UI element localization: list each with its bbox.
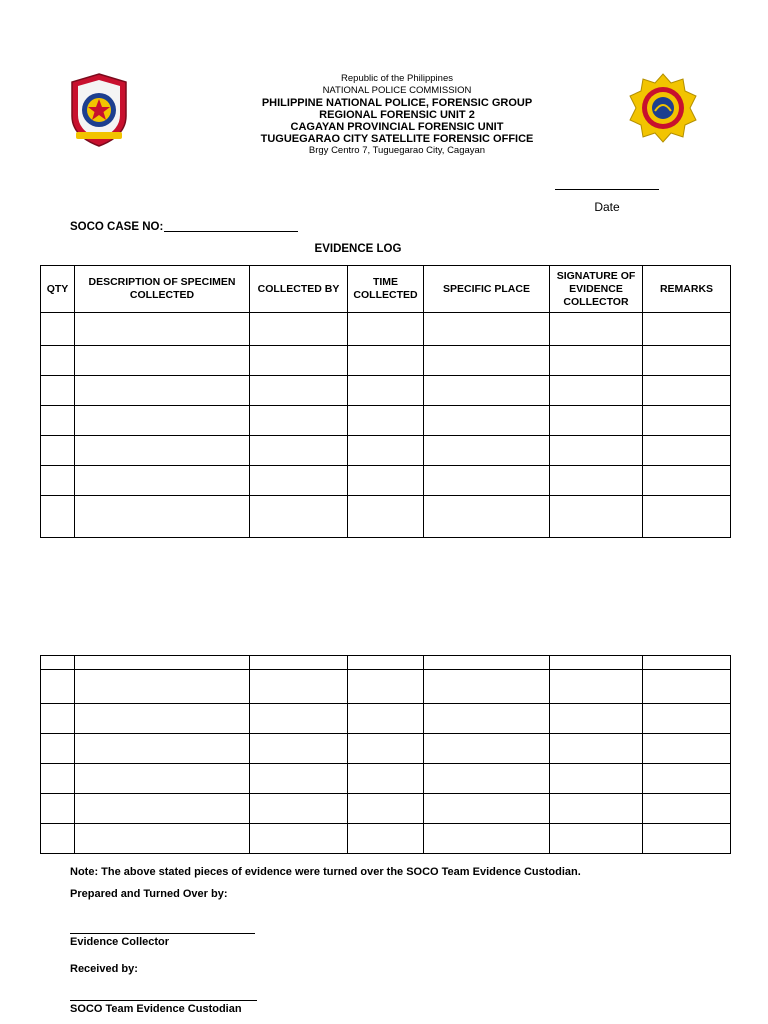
header-republic: Republic of the Philippines (341, 73, 453, 84)
forensic-group-badge-icon (628, 73, 698, 143)
header-description: DESCRIPTION OF SPECIMEN COLLECTED (75, 266, 250, 313)
header-regional-unit: REGIONAL FORENSIC UNIT 2 (319, 109, 475, 121)
header-remarks: REMARKS (643, 266, 731, 313)
evidence-log-table (40, 265, 731, 538)
date-label: Date (594, 200, 620, 214)
header-pnp-forensic-group: PHILIPPINE NATIONAL POLICE, FORENSIC GROUP (261, 97, 533, 109)
custodian-signature-line[interactable] (70, 1000, 257, 1001)
table-row[interactable] (41, 436, 731, 466)
letterhead (200, 73, 594, 157)
header-provincial-unit: CAGAYAN PROVINCIAL FORENSIC UNIT (290, 121, 504, 133)
evidence-collector-label: Evidence Collector (70, 936, 170, 948)
pnp-seal-icon (68, 72, 130, 148)
header-collected-by: COLLECTED BY (250, 266, 348, 313)
table-row[interactable] (41, 406, 731, 436)
table-row[interactable] (41, 734, 731, 764)
table-row[interactable] (41, 824, 731, 854)
soco-case-no-label: SOCO CASE NO: (70, 221, 164, 233)
turnover-note: Note: The above stated pieces of evidence were turned over the SOCO Team Evidence Custodian. (70, 866, 581, 878)
header-napolcom: NATIONAL POLICE COMMISSION (322, 85, 472, 96)
evidence-collector-signature-line[interactable] (70, 933, 255, 934)
header-signature: SIGNATURE OF EVIDENCE COLLECTOR (550, 266, 643, 313)
table-row[interactable] (41, 656, 731, 670)
date-line[interactable] (555, 189, 659, 190)
header-qty: QTY (41, 266, 75, 313)
table-row[interactable] (41, 346, 731, 376)
custodian-label: SOCO Team Evidence Custodian (70, 1003, 242, 1015)
header-satellite-office: TUGUEGARAO CITY SATELLITE FORENSIC OFFICE (260, 133, 534, 145)
table-row[interactable] (41, 794, 731, 824)
header-specific-place: SPECIFIC PLACE (424, 266, 550, 313)
table-row[interactable] (41, 496, 731, 538)
table-header-row (41, 266, 731, 313)
table-row[interactable] (41, 376, 731, 406)
table-row[interactable] (41, 466, 731, 496)
soco-case-no-field[interactable] (164, 231, 298, 232)
table-row[interactable] (41, 670, 731, 704)
table-row[interactable] (41, 764, 731, 794)
evidence-log-table-continued (40, 655, 731, 854)
prepared-by-label: Prepared and Turned Over by: (70, 888, 228, 900)
table-row[interactable] (41, 313, 731, 346)
evidence-log-title: EVIDENCE LOG (314, 243, 402, 255)
table-row[interactable] (41, 704, 731, 734)
header-address: Brgy Centro 7, Tuguegarao City, Cagayan (308, 145, 486, 156)
received-by-label: Received by: (70, 963, 138, 975)
header-time-collected: TIME COLLECTED (348, 266, 424, 313)
